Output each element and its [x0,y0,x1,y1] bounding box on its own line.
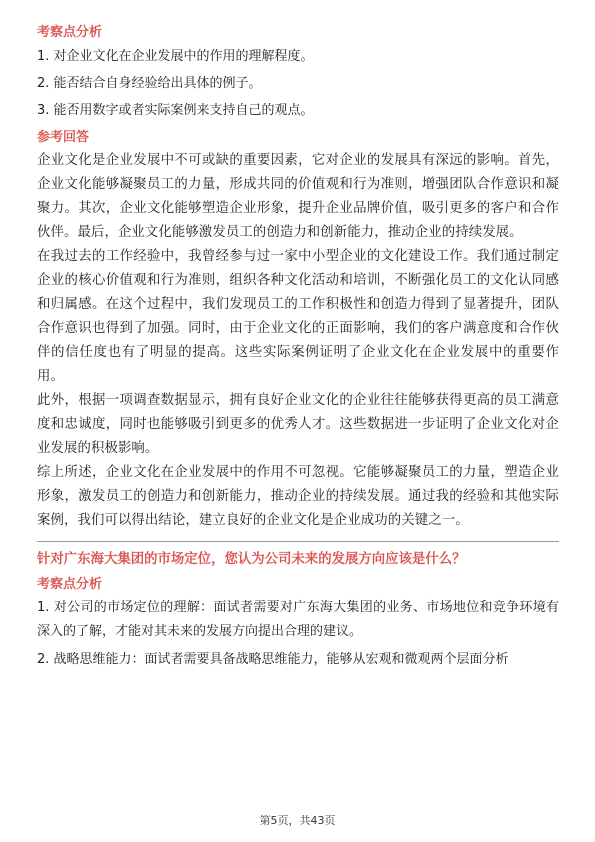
document-page [37,24,559,672]
answer-heading: 参考回答 [37,130,90,145]
analysis-item: 3. 能否用数字或者实际案例来支持自己的观点。 [37,103,314,118]
answer-paragraph: 在我过去的工作经验中，我曾经参与过一家中小型企业的文化建设工作。我们通过制定企业的核心价值观和行为准则，组织各种文化活动和培训，不断强化员工的文化认同感和归属感。在这个过程中，我们发现员工的工作积极性和创造力得到了显著提升，团队合作意识也得到了加强。同时，由于企业文化的正面影响，我们的客户满意度和合作伙伴的信任度也有了明显的提高。这些实际案例证明了企业文化在企业发展中的重要作用。 [37,249,559,384]
answer-paragraph: 此外，根据一项调查数据显示，拥有良好企业文化的企业往往能够获得更高的员工满意度和忠诚度，同时也能够吸引到更多的优秀人才。这些数据进一步证明了企业文化对企业发展的积极影响。 [37,393,559,456]
question-section [37,550,559,672]
analysis-item: 2. 能否结合自身经验给出具体的例子。 [37,76,262,91]
question-title: 针对广东海大集团的市场定位，您认为公司未来的发展方向应该是什么？ [37,552,466,567]
analysis-item: 2. 战略思维能力：面试者需要具备战略思维能力，能够从宏观和微观两个层面分析 [37,652,509,667]
analysis-item: 1. 对企业文化在企业发展中的作用的理解程度。 [37,49,314,64]
analysis-item: 1. 对公司的市场定位的理解：面试者需要对广东海大集团的业务、市场地位和竞争环境有深入的了解，才能对其未来的发展方向提出合理的建议。 [37,600,559,639]
analysis-heading: 考察点分析 [37,25,103,40]
answer-paragraph: 企业文化是企业发展中不可或缺的重要因素，它对企业的发展具有深远的影响。首先，企业文化能够凝聚员工的力量，形成共同的价值观和行为准则，增强团队合作意识和凝聚力。其次，企业文化能够塑造企业形象，提升企业品牌价值，吸引更多的客户和合作伙伴。最后，企业文化能够激发员工的创造力和创新能力，推动企业的持续发展。 [37,153,559,240]
analysis-heading: 考察点分析 [37,577,103,592]
answer-paragraph: 综上所述，企业文化在企业发展中的作用不可忽视。它能够凝聚员工的力量，塑造企业形象，激发员工的创造力和创新能力，推动企业的持续发展。通过我的经验和其他实际案例，我们可以得出结论，建立良好的企业文化是企业成功的关键之一。 [37,465,559,528]
page-number: 第5页，共43页 [259,814,336,827]
section-divider [37,541,559,542]
